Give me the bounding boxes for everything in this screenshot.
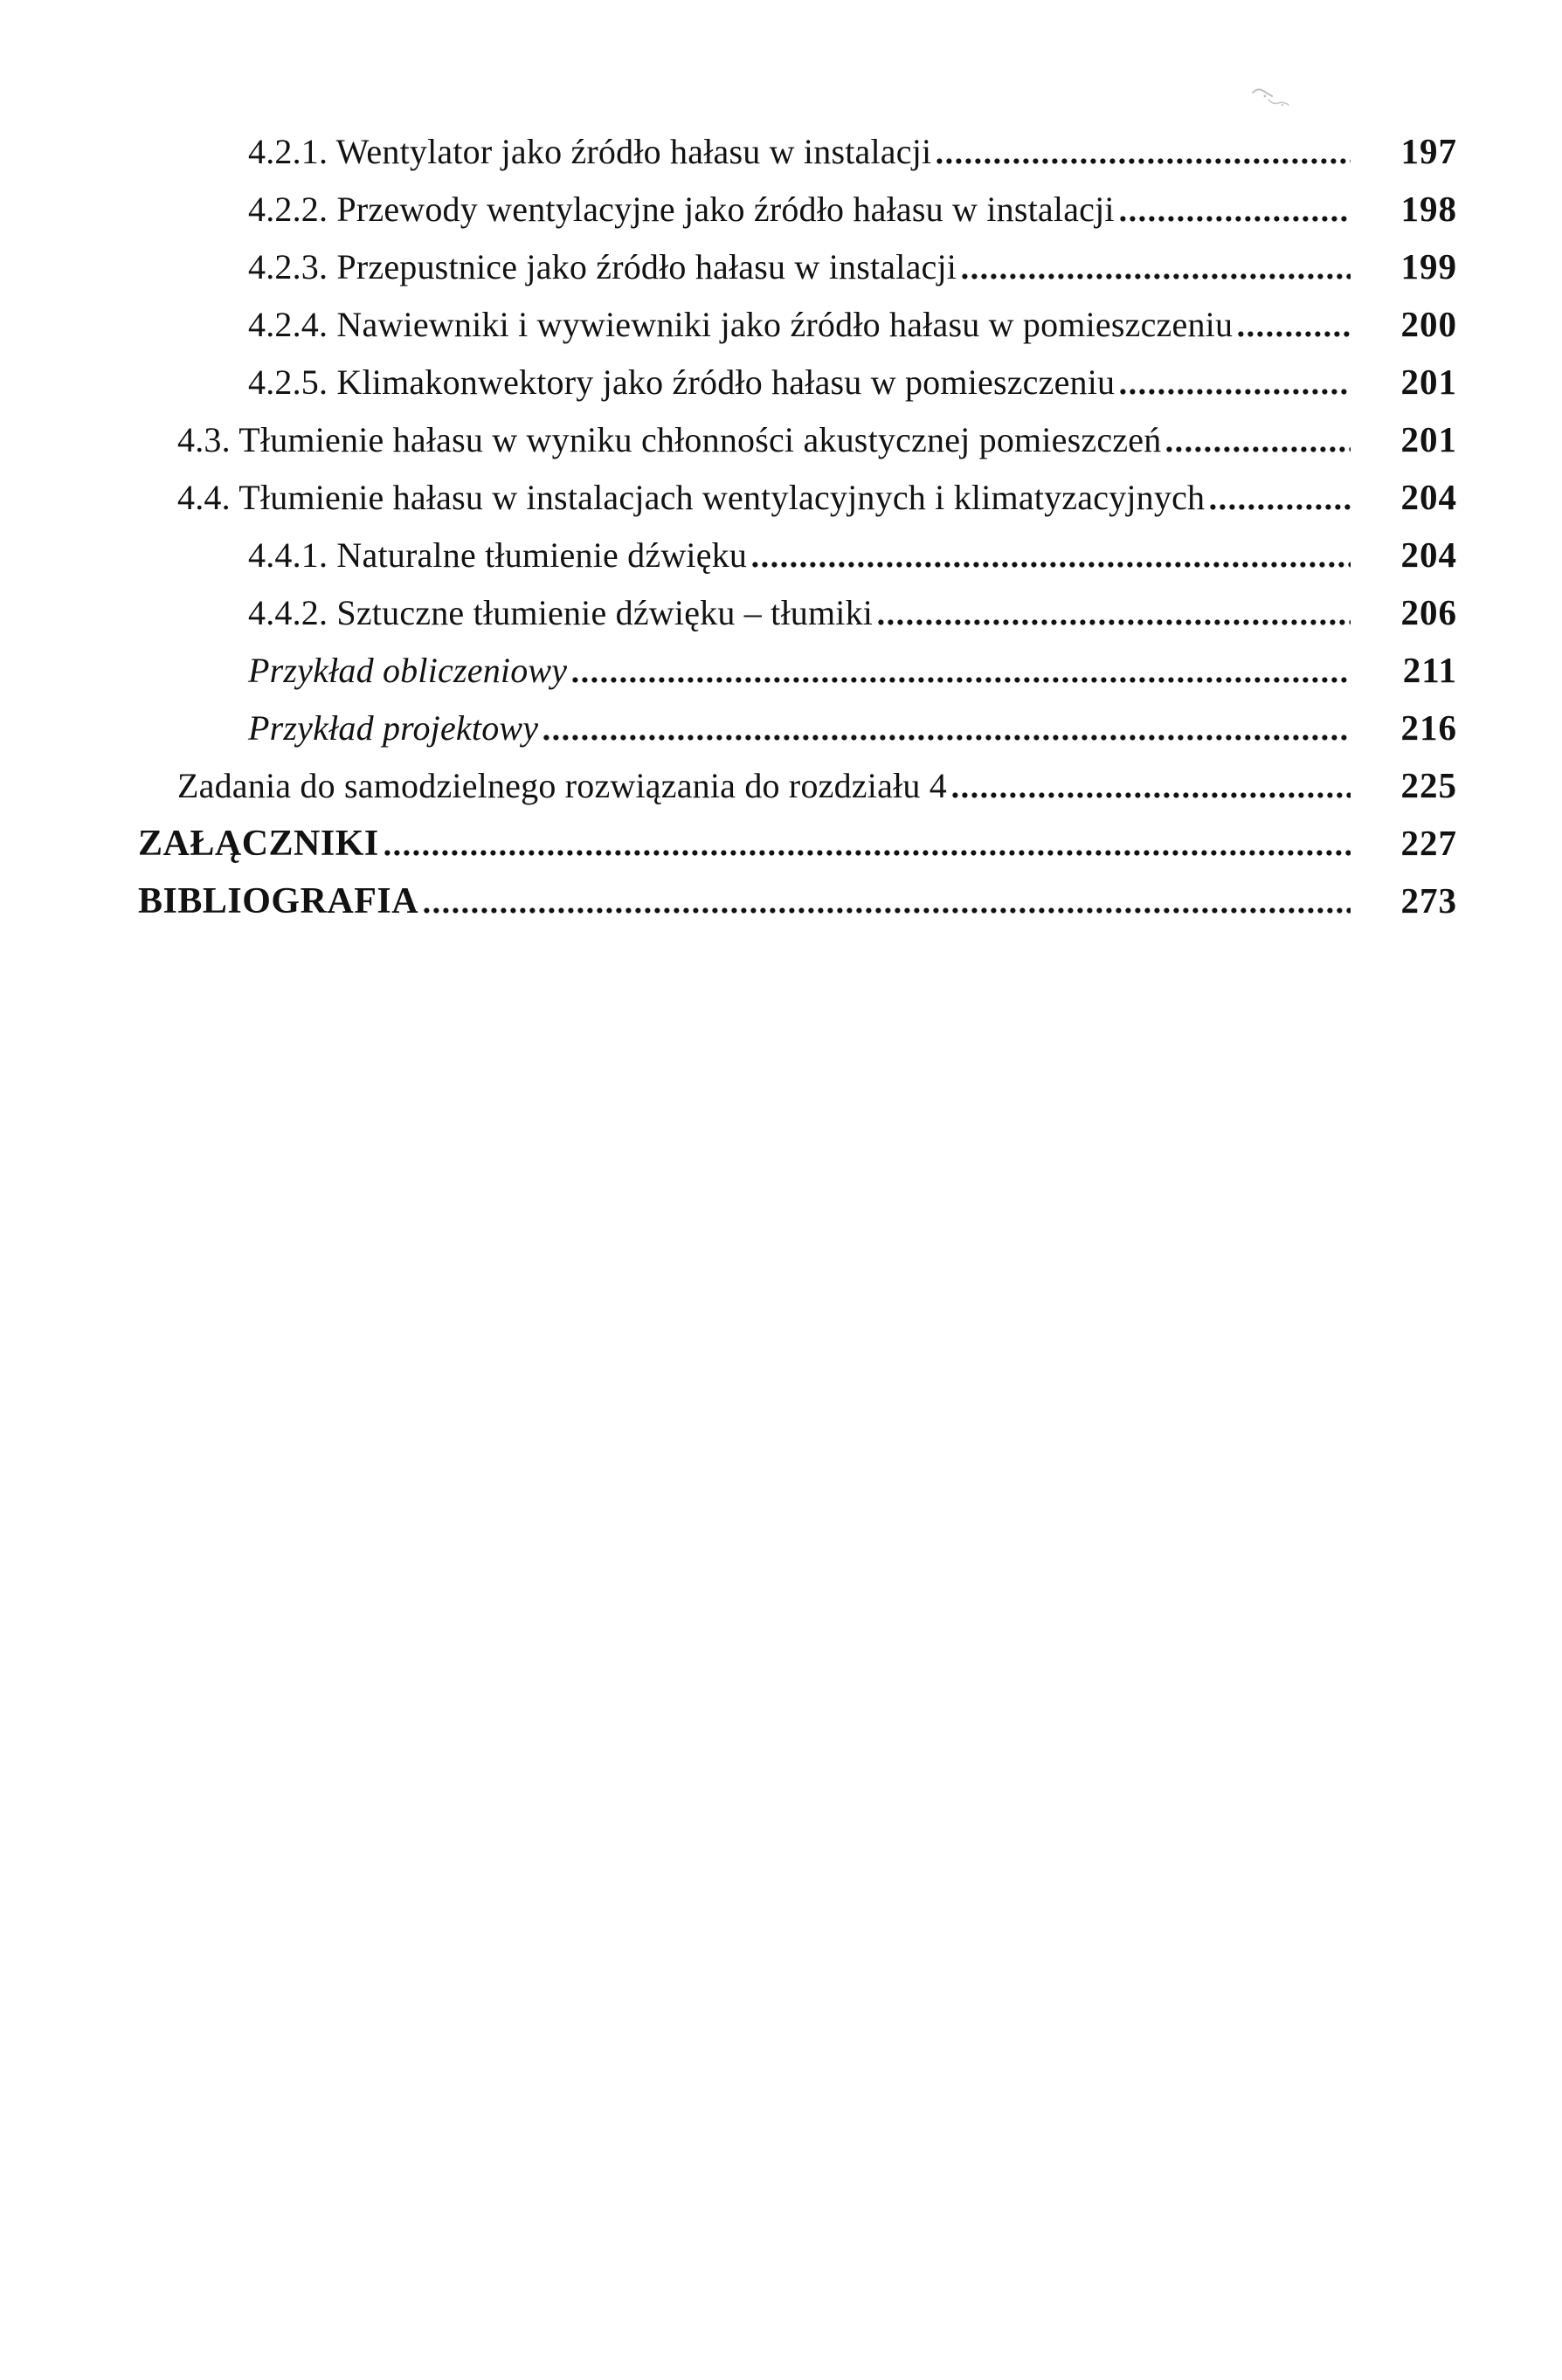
toc-entry-label: 4.2.1. Wentylator jako źródło hałasu w instalacji — [248, 132, 932, 171]
toc-entry-page: 201 — [1400, 362, 1457, 402]
toc-entry — [138, 872, 1457, 929]
toc-entry-label: ZAŁĄCZNIKI — [138, 824, 379, 864]
scan-smudge-artifact — [1248, 84, 1303, 115]
toc-entry — [248, 699, 1457, 756]
toc-entry-page: 227 — [1400, 823, 1457, 863]
table-of-contents — [138, 122, 1457, 929]
toc-entry-label: Zadania do samodzielnego rozwiązania do rozdziału 4 — [177, 766, 947, 805]
toc-entry-label: 4.4. Tłumienie hałasu w instalacjach wentylacyjnych i klimatyzacyjnych — [177, 478, 1206, 517]
toc-entry — [248, 641, 1457, 699]
toc-entry-page: 201 — [1400, 419, 1457, 459]
toc-entry — [248, 180, 1457, 238]
toc-entry-label: BIBLIOGRAFIA — [138, 881, 419, 921]
dot-leader — [543, 734, 1351, 742]
dot-leader — [952, 791, 1351, 799]
toc-entry-page: 199 — [1400, 246, 1457, 286]
toc-entry-label: 4.2.5. Klimakonwektory jako źródło hałasu w pomieszczeniu — [248, 362, 1116, 402]
toc-entry-label: Przykład projektowy — [248, 708, 539, 748]
toc-entry-page: 216 — [1400, 707, 1457, 748]
dot-leader — [962, 272, 1351, 280]
toc-entry-page: 200 — [1400, 304, 1457, 344]
toc-entry-page: 204 — [1400, 535, 1457, 575]
dot-leader — [1120, 215, 1351, 223]
toc-entry — [177, 756, 1457, 814]
dot-leader — [572, 676, 1351, 684]
dot-leader — [1238, 330, 1351, 338]
dot-leader — [384, 849, 1351, 857]
toc-entry — [248, 295, 1457, 353]
dot-leader — [424, 907, 1351, 914]
toc-entry-label: 4.2.2. Przewody wentylacyjne jako źródło hałasu w instalacji — [248, 190, 1115, 229]
toc-entry-page: 206 — [1400, 592, 1457, 632]
toc-entry-label: 4.2.4. Nawiewniki i wywiewniki jako źródło hałasu w pomieszczeniu — [248, 305, 1234, 344]
toc-entry — [248, 353, 1457, 410]
toc-entry-page: 273 — [1400, 880, 1457, 921]
toc-entry — [248, 526, 1457, 583]
dot-leader — [937, 157, 1351, 165]
toc-entry — [248, 583, 1457, 641]
dot-leader — [1210, 503, 1351, 511]
toc-entry — [138, 814, 1457, 872]
toc-entry-label: 4.2.3. Przepustnice jako źródło hałasu w instalacji — [248, 247, 957, 286]
toc-entry — [248, 238, 1457, 295]
toc-entry-label: 4.3. Tłumienie hałasu w wyniku chłonności akustycznej pomieszczeń — [177, 420, 1162, 459]
toc-entry — [177, 410, 1457, 468]
dot-leader — [1166, 445, 1351, 453]
toc-entry — [177, 468, 1457, 526]
toc-entry-label: 4.4.2. Sztuczne tłumienie dźwięku – tłumiki — [248, 593, 874, 632]
dot-leader — [878, 618, 1351, 626]
toc-entry — [248, 122, 1457, 180]
toc-entry-page: 197 — [1400, 131, 1457, 171]
toc-entry-page: 204 — [1400, 477, 1457, 517]
dot-leader — [1120, 388, 1351, 396]
toc-entry-page: 198 — [1400, 189, 1457, 229]
toc-entry-label: 4.4.1. Naturalne tłumienie dźwięku — [248, 535, 748, 575]
toc-entry-page: 225 — [1400, 765, 1457, 805]
toc-entry-page: 211 — [1402, 650, 1457, 690]
dot-leader — [752, 561, 1351, 569]
toc-entry-label: Przykład obliczeniowy — [248, 651, 568, 690]
